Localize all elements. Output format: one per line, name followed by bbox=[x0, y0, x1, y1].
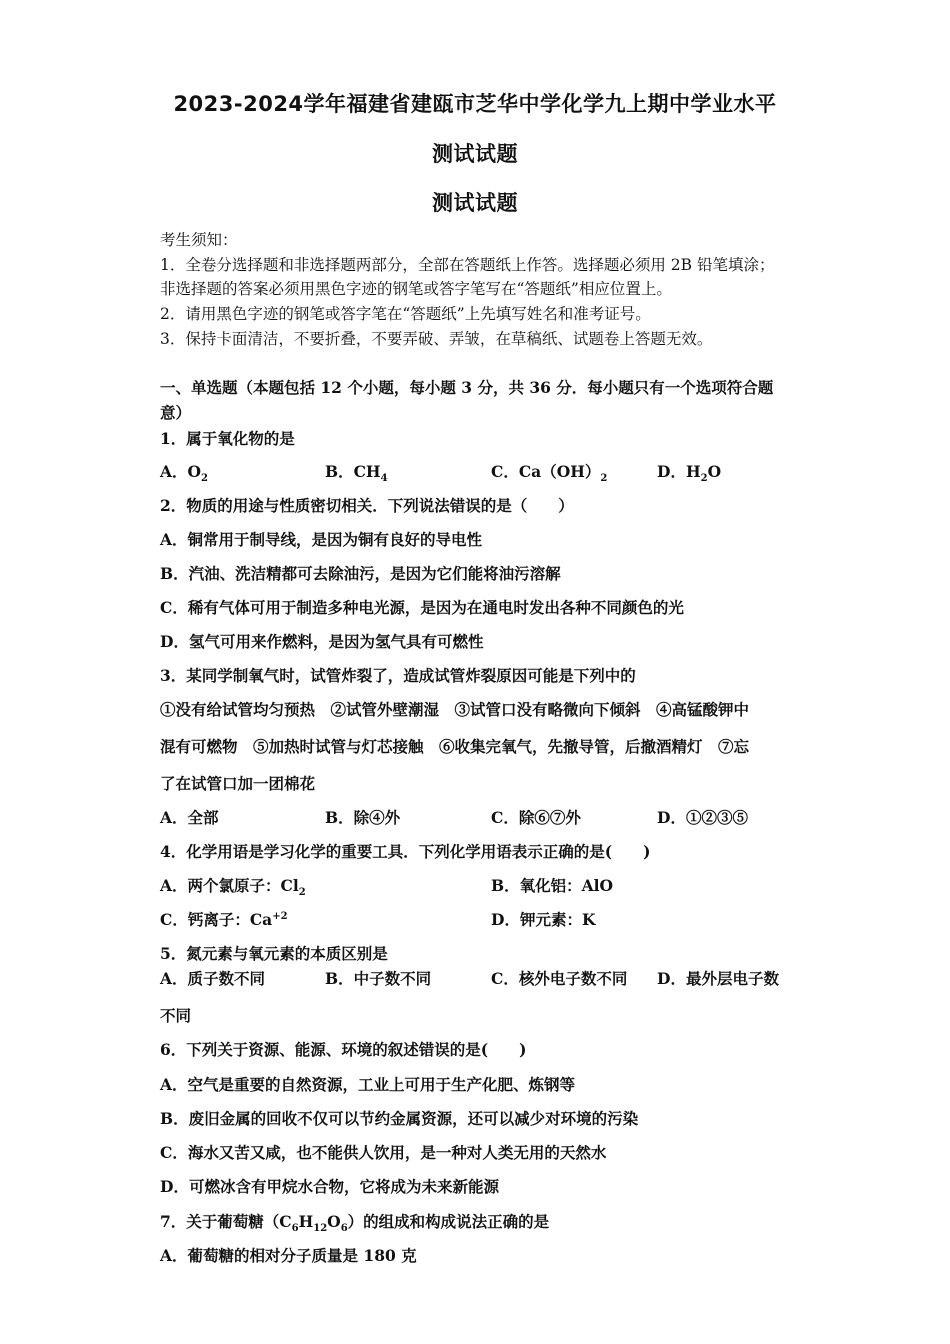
q4-stem: 4．化学用语是学习化学的重要工具．下列化学用语表示正确的是( ) bbox=[160, 842, 651, 861]
q6-option-b: B．废旧金属的回收不仅可以节约金属资源，还可以减少对环境的污染 bbox=[160, 1109, 639, 1128]
q2-option-b: B．汽油、洗洁精都可去除油污，是因为它们能将油污溶解 bbox=[160, 564, 561, 583]
title-line-3: 测试试题 bbox=[432, 191, 518, 215]
q3-conditions-2: 混有可燃物 ⑤加热时试管与灯芯接触 ⑥收集完氧气，先撤导管，后撤酒精灯 ⑦忘 bbox=[160, 737, 750, 756]
q3-option-d: D．①②③⑤ bbox=[657, 808, 748, 827]
q3-conditions-3: 了在试管口加一团棉花 bbox=[160, 774, 316, 793]
q4-option-a: A．两个氯原子：$Cl_2$ bbox=[160, 876, 306, 899]
q5-option-b: B．中子数不同 bbox=[325, 969, 432, 988]
q1-option-a: A．$O_2$ bbox=[160, 462, 208, 485]
notice-heading: 考生须知： bbox=[160, 231, 238, 249]
q6-option-d: D．可燃冰含有甲烷水合物，它将成为未来新能源 bbox=[160, 1177, 499, 1196]
q6-option-a: A．空气是重要的自然资源，工业上可用于生产化肥、炼钢等 bbox=[160, 1075, 576, 1094]
q2-option-d: D．氢气可用来作燃料，是因为氢气具有可燃性 bbox=[160, 632, 484, 651]
q4-option-c: C．钙离子：$Ca^{+2}$ bbox=[160, 910, 288, 929]
q2-option-c: C．稀有气体可用于制造多种电光源，是因为在通电时发出各种不同颜色的光 bbox=[160, 598, 684, 617]
q4-option-d: D．钾元素：K bbox=[491, 910, 596, 929]
q7-stem: 7．关于葡萄糖$(C_6H_{12}O_6)$的组成和构成说法正确的是 bbox=[160, 1212, 550, 1235]
q1-option-b: B．$CH_4$ bbox=[325, 462, 388, 485]
q5-option-c: C．核外电子数不同 bbox=[491, 969, 628, 988]
q5-option-d: D．最外层电子数 bbox=[657, 969, 779, 988]
q6-stem: 6．下列关于资源、能源、环境的叙述错误的是( ) bbox=[160, 1040, 527, 1059]
title-line-1: 2023-2024学年福建省建瓯市芝华中学化学九上期中学业水平 bbox=[173, 92, 777, 116]
q1-option-c: C．$Ca(OH)_2$ bbox=[491, 462, 608, 485]
notice-item-1-cont: 非选择题的答案必须用黑色字迹的钢笔或答字笔写在“答题纸”相应位置上。 bbox=[160, 280, 672, 298]
q3-conditions-1: ①没有给试管均匀预热 ②试管外壁潮湿 ③试管口没有略微向下倾斜 ④高锰酸钾中 bbox=[160, 700, 750, 719]
notice-item-3: 3．保持卡面清洁，不要折叠，不要弄破、弄皱，在草稿纸、试题卷上答题无效。 bbox=[160, 330, 713, 348]
q3-option-a: A．全部 bbox=[160, 808, 219, 827]
section-heading: 一、单选题（本题包括 12 个小题，每小题 3 分，共 36 分．每小题只有一个选项符合题 bbox=[160, 378, 774, 397]
q3-stem: 3．某同学制氧气时，试管炸裂了，造成试管炸裂原因可能是下列中的 bbox=[160, 666, 636, 685]
notice-item-1: 1．全卷分选择题和非选择题两部分，全部在答题纸上作答。选择题必须用 2B 铅笔填涂； bbox=[160, 256, 775, 274]
q1-option-d: D．$H_2O$ bbox=[657, 462, 722, 485]
q1-stem: 1．属于氧化物的是 bbox=[160, 429, 295, 448]
q3-option-b: B．除④外 bbox=[325, 808, 401, 827]
notice-item-2: 2．请用黑色字迹的钢笔或答字笔在“答题纸”上先填写姓名和准考证号。 bbox=[160, 305, 651, 323]
q5-option-d-cont: 不同 bbox=[160, 1006, 192, 1025]
q2-option-a: A．铜常用于制导线，是因为铜有良好的导电性 bbox=[160, 530, 483, 549]
q7-option-a: A．葡萄糖的相对分子质量是 180 克 bbox=[160, 1246, 417, 1265]
q5-stem: 5．氮元素与氧元素的本质区别是 bbox=[160, 944, 388, 963]
q3-option-c: C．除⑥⑦外 bbox=[491, 808, 581, 827]
section-heading-cont: 意） bbox=[160, 403, 192, 422]
q2-stem: 2．物质的用途与性质密切相关．下列说法错误的是（ ） bbox=[160, 496, 574, 515]
title-line-2: 测试试题 bbox=[432, 142, 518, 166]
q6-option-c: C．海水又苦又咸，也不能供人饮用，是一种对人类无用的天然水 bbox=[160, 1143, 607, 1162]
q5-option-a: A．质子数不同 bbox=[160, 969, 266, 988]
q4-option-b: B．氧化铝：AlO bbox=[491, 876, 614, 895]
